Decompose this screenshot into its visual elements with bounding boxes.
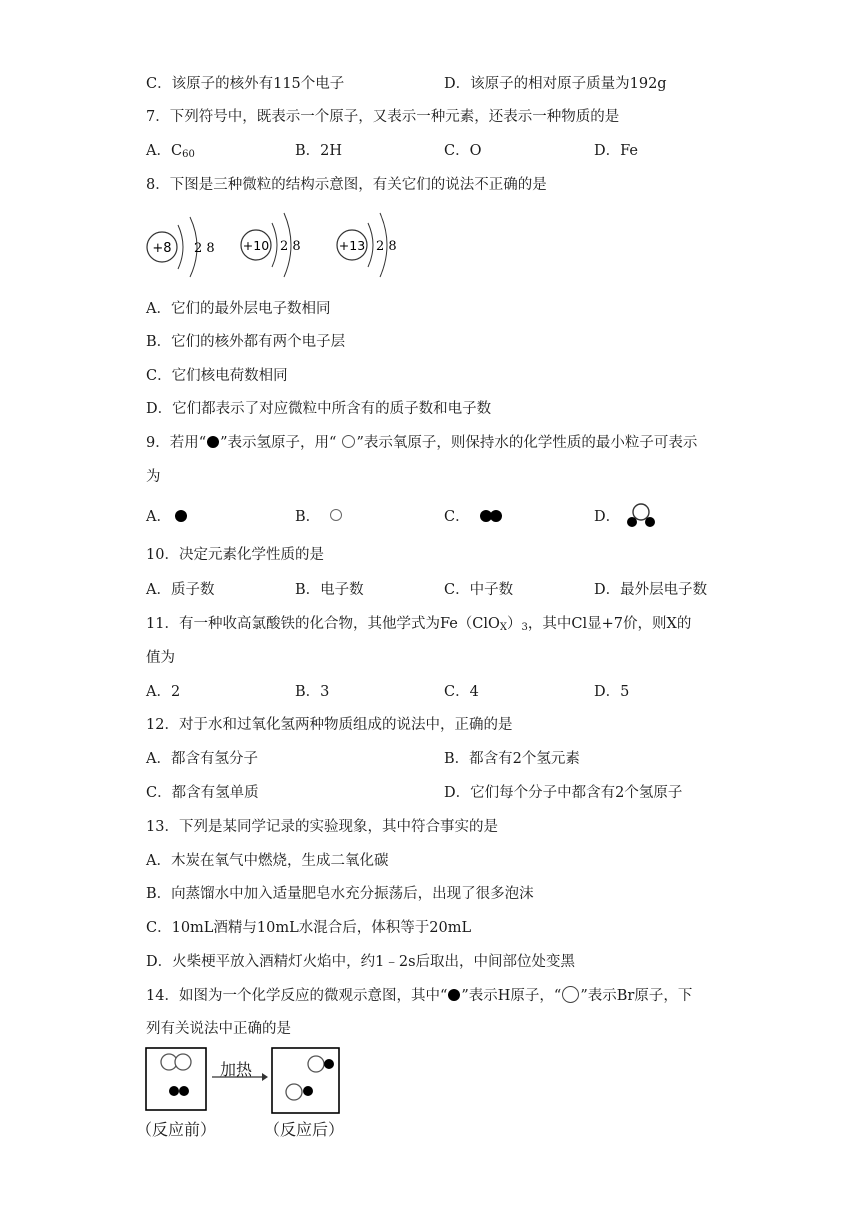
q13-option-d: D．火柴梗平放入酒精灯火焰中，约1﹣2s后取出，中间部位处变黑 (146, 954, 576, 970)
q11-option-d: D．5 (594, 684, 630, 700)
q12-option-b: B．都含有2个氢元素 (444, 751, 580, 767)
q11-stem-line2: 值为 (146, 650, 175, 666)
q8-option-c: C．它们核电荷数相同 (146, 368, 288, 384)
q13-option-a: A．木炭在氧气中燃烧，生成二氧化碳 (146, 853, 389, 869)
q7-option-a: A．$C_{60}$ (146, 143, 195, 160)
q13-option-c: C．10mL酒精与10mL水混合后，体积等于20mL (146, 920, 472, 936)
atom-diagram-1-shells: 2 8 (194, 241, 215, 256)
q12-option-d: D．它们每个分子中都含有2个氢原子 (444, 785, 683, 801)
after-label: （反应后） (264, 1120, 345, 1139)
q9-option-a: A． (146, 507, 187, 527)
q13-stem: 13．下列是某同学记录的实验现象，其中符合事实的是 (146, 819, 498, 835)
br2-molecule (161, 1054, 191, 1070)
atom-diagram-1-nucleus: +8 (152, 241, 172, 256)
q8-stem: 8．下图是三种微粒的结构示意图，有关它们的说法不正确的是 (146, 177, 547, 193)
q7-option-b: B．2H (295, 143, 343, 159)
q9-option-c: C． (444, 507, 502, 527)
after-box (272, 1048, 339, 1113)
atom-diagram-2 (241, 213, 301, 277)
q10-option-c: C．中子数 (444, 582, 514, 598)
single-solid-atom-icon (175, 510, 187, 522)
q10-option-b: B．电子数 (295, 582, 364, 598)
q9-stem-line2: 为 (146, 469, 161, 485)
q13-option-b: B．向蒸馏水中加入适量肥皂水充分振荡后，出现了很多泡沫 (146, 886, 534, 902)
arrow-label: 加热 (220, 1060, 253, 1079)
q10-option-d: D．最外层电子数 (594, 582, 708, 598)
atom-diagram-3-nucleus: +13 (338, 238, 366, 253)
q12-option-a: A．都含有氢分子 (146, 751, 258, 767)
q8-option-d: D．它们都表示了对应微粒中所含有的质子数和电子数 (146, 401, 492, 417)
q9-stem: 9．若用“ ”表示氢原子，用“ ”表示氧原子，则保持水的化学性质的最小粒子可表示 (146, 435, 698, 451)
atom-diagram-3 (337, 213, 397, 277)
q9-option-d: D． (594, 509, 621, 525)
br-atom-icon (562, 986, 579, 1003)
q12-option-c: C．都含有氢单质 (146, 785, 259, 801)
q11-option-a: A．2 (146, 684, 181, 700)
q11-stem: 11．有一种收高氯酸铁的化合物，其他学式为$Fe(ClO_X)_3$，其中Cl显+7价，则X的 (146, 616, 692, 633)
q10-stem: 10．决定元素化学性质的是 (146, 547, 324, 563)
q7-option-c: C．O (444, 143, 482, 159)
hbr-molecule-2 (286, 1084, 313, 1100)
hydrogen-atom-icon (207, 436, 219, 448)
atom-diagram-1 (147, 217, 215, 277)
q7-stem: 7．下列符号中，既表示一个原子，又表示一种元素，还表示一种物质的是 (146, 109, 620, 125)
q6-option-c: C．该原子的核外有115个电子 (146, 76, 345, 92)
q14-stem: 14．如图为一个化学反应的微观示意图，其中“ ”表示H原子，“ ”表示Br原子，下 (146, 988, 693, 1004)
q8-option-b: B．它们的核外都有两个电子层 (146, 334, 346, 350)
water-molecule-icon (624, 502, 658, 530)
atom-diagram-3-shells: 2 8 (376, 239, 397, 254)
h-atom-icon (448, 989, 460, 1001)
oxygen-atom-icon (342, 435, 355, 448)
h2-molecule (169, 1086, 189, 1096)
q6-option-d: D．该原子的相对原子质量为192g (444, 76, 667, 92)
q9-option-b: B． (295, 507, 342, 527)
q8-option-a: A．它们的最外层电子数相同 (146, 301, 331, 317)
hbr-molecule-1 (308, 1056, 334, 1072)
q10-option-a: A．质子数 (146, 582, 215, 598)
q14-stem-line2: 列有关说法中正确的是 (146, 1021, 291, 1037)
single-hollow-atom-icon (330, 509, 342, 521)
q12-stem: 12．对于水和过氧化氢两种物质组成的说法中，正确的是 (146, 717, 513, 733)
atom-diagram-2-shells: 2 8 (280, 239, 301, 254)
q7-option-d: D．Fe (594, 143, 638, 159)
q11-option-c: C．4 (444, 684, 479, 700)
atom-diagram-2-nucleus: +10 (242, 238, 270, 253)
q8-atom-structure-diagram (140, 205, 410, 285)
q11-option-b: B．3 (295, 684, 330, 700)
before-label: （反应前） (136, 1120, 217, 1139)
